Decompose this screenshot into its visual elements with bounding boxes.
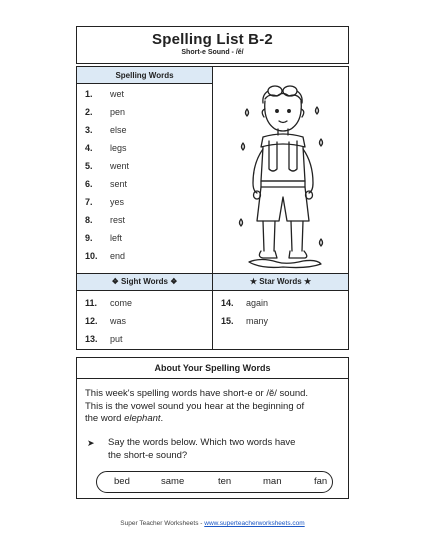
word-category-band bbox=[77, 273, 348, 291]
item-number: 2. bbox=[85, 107, 93, 117]
item-number: 10. bbox=[85, 251, 98, 261]
list-item bbox=[213, 296, 348, 310]
about-paragraph bbox=[85, 388, 347, 426]
item-word: come bbox=[110, 298, 133, 308]
instruction-line: Say the words below. Which two words have bbox=[108, 437, 296, 448]
list-item bbox=[213, 314, 348, 328]
paragraph-text: . bbox=[160, 413, 164, 424]
item-number: 5. bbox=[85, 161, 93, 171]
word-choices-oval bbox=[96, 471, 333, 493]
about-box bbox=[76, 357, 349, 499]
item-number: 1. bbox=[85, 89, 93, 99]
instruction-text bbox=[108, 437, 333, 462]
paragraph-line: This week's spelling words have short-e or /ĕ/ sound. bbox=[85, 388, 309, 399]
list-item bbox=[77, 332, 212, 346]
item-number: 6. bbox=[85, 179, 93, 189]
item-word: many bbox=[246, 316, 269, 326]
item-number: 4. bbox=[85, 143, 93, 153]
item-word: sent bbox=[110, 179, 128, 189]
paragraph-line bbox=[85, 413, 347, 426]
item-number: 9. bbox=[85, 233, 93, 243]
item-number: 8. bbox=[85, 215, 93, 225]
item-number: 12. bbox=[85, 316, 98, 326]
spelling-words-header: Spelling Words bbox=[77, 67, 213, 84]
item-number: 14. bbox=[221, 298, 234, 308]
word-list-box bbox=[76, 66, 349, 350]
item-word: legs bbox=[110, 143, 127, 153]
item-word: left bbox=[110, 233, 123, 243]
item-number: 13. bbox=[85, 334, 98, 344]
about-title: About Your Spelling Words bbox=[77, 358, 348, 379]
italic-word: elephant bbox=[124, 413, 161, 424]
footer-text: Super Teacher Worksheets - bbox=[120, 520, 205, 527]
footer-link[interactable]: www.superteacherworksheets.com bbox=[204, 520, 305, 527]
choice-word: man bbox=[263, 476, 282, 487]
paragraph-line: This is the vowel sound you hear at the beginning of bbox=[85, 400, 305, 412]
list-item bbox=[77, 314, 212, 328]
item-number: 3. bbox=[85, 125, 93, 135]
item-word: yes bbox=[110, 197, 125, 207]
choice-word: same bbox=[161, 476, 185, 487]
item-word: else bbox=[110, 125, 127, 135]
item-word: rest bbox=[110, 215, 126, 225]
choice-word: bed bbox=[114, 476, 130, 487]
item-word: end bbox=[110, 251, 126, 261]
page-title: Spelling List B-2 bbox=[152, 31, 273, 48]
instruction-line: the short-e sound? bbox=[108, 449, 188, 461]
item-word: pen bbox=[110, 107, 126, 117]
arrow-bullet-icon: ➤ bbox=[87, 438, 95, 448]
item-word: again bbox=[246, 298, 269, 308]
sight-words-header: ❖ Sight Words ❖ bbox=[77, 274, 213, 290]
star-words-header: ★ Star Words ★ bbox=[249, 277, 312, 286]
title-box bbox=[76, 26, 349, 64]
page-subtitle: Short-e Sound - /ĕ/ bbox=[181, 49, 244, 56]
wet-boy-illustration bbox=[217, 69, 347, 269]
footer bbox=[0, 520, 425, 527]
choice-word: fan bbox=[314, 476, 328, 487]
item-word: was bbox=[110, 316, 127, 326]
paragraph-text: the word bbox=[85, 413, 125, 424]
item-word: wet bbox=[110, 89, 125, 99]
item-number: 15. bbox=[221, 316, 234, 326]
spelling-words-column bbox=[77, 84, 213, 273]
item-number: 11. bbox=[85, 298, 98, 308]
choice-word: ten bbox=[218, 476, 232, 487]
item-word: put bbox=[110, 334, 123, 344]
item-word: went bbox=[110, 161, 130, 171]
item-number: 7. bbox=[85, 197, 93, 207]
list-item bbox=[77, 296, 212, 310]
